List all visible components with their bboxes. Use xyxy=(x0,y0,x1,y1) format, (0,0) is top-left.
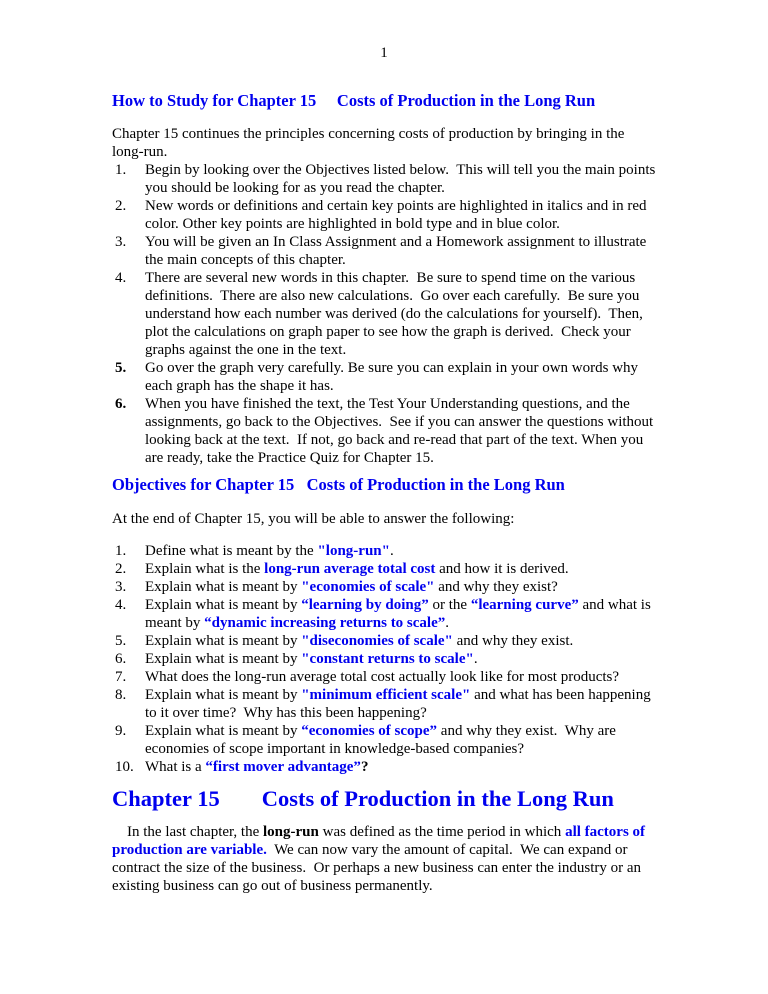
list-item-number: 9. xyxy=(115,723,127,739)
list-item-number: 1. xyxy=(115,162,127,178)
list-item-text: Explain what is meant by "constant returns to scale". xyxy=(145,651,478,667)
list-item-number: 3. xyxy=(115,579,127,595)
list-item-text: New words or definitions and certain key points are highlighted in italics and in red color. Other key points are highlighted in bold type and in blue color. xyxy=(145,198,651,232)
list-item-text: Explain what is meant by “learning by doing” or the “learning curve” and what is meant by “dynamic increasing returns to scale”. xyxy=(145,597,655,631)
list-item-number: 2. xyxy=(115,198,127,214)
list-item xyxy=(112,395,656,467)
list-item xyxy=(112,722,656,758)
list-item-number: 10. xyxy=(115,759,134,775)
list-item xyxy=(112,161,660,197)
heading-how-to-study: How to Study for Chapter 15 Costs of Production in the Long Run xyxy=(112,91,596,110)
list-item-text: Explain what is the long-run average total cost and how it is derived. xyxy=(145,561,569,577)
heading-objectives: Objectives for Chapter 15 Costs of Production in the Long Run xyxy=(112,475,565,494)
how-to-study-list xyxy=(112,161,660,467)
chapter-heading-number: Chapter 15 xyxy=(112,786,220,811)
list-item-text: What does the long-run average total cost actually look like for most products? xyxy=(145,669,620,685)
list-item xyxy=(112,650,656,668)
list-item-text: Explain what is meant by "diseconomies of scale" and why they exist. xyxy=(145,633,574,649)
list-item-text: Explain what is meant by "minimum efficient scale" and what has been happening to it over time? Why has this been happening? xyxy=(145,687,655,721)
list-item-number: 1. xyxy=(115,543,127,559)
objectives-list xyxy=(112,542,656,776)
list-item xyxy=(112,269,656,359)
list-item xyxy=(112,632,656,650)
list-item-number: 5. xyxy=(115,633,127,649)
objectives-intro: At the end of Chapter 15, you will be able to answer the following: xyxy=(112,511,515,527)
list-item-text: What is a “first mover advantage”? xyxy=(145,759,369,775)
page-number: 1 xyxy=(380,45,388,61)
list-item xyxy=(112,596,656,632)
list-item xyxy=(112,197,656,233)
list-item-text: Go over the graph very carefully. Be sure you can explain in your own words why each graph has the shape it has. xyxy=(145,360,642,394)
chapter-heading-title: Costs of Production in the Long Run xyxy=(261,786,614,811)
list-item-number: 8. xyxy=(115,687,127,703)
list-item-text: You will be given an In Class Assignment and a Homework assignment to illustrate the main concepts of this chapter. xyxy=(145,234,651,268)
list-item-text: Begin by looking over the Objectives listed below. This will tell you the main points you should be looking for as you read the chapter. xyxy=(145,162,660,196)
list-item-text: There are several new words in this chapter. Be sure to spend time on the various definitions. There are also new calculations. Go over each carefully. Be sure you understand how each number was derived (do the calculations for yourself). Then, plot the calculations on graph paper to see how the graph is derived. Check your graphs against the one in the text. xyxy=(145,270,647,358)
list-item-text: Explain what is meant by "economies of scale" and why they exist? xyxy=(145,579,558,595)
list-item-number: 7. xyxy=(115,669,127,685)
list-item xyxy=(112,359,656,395)
list-item xyxy=(112,758,656,776)
list-item xyxy=(112,233,656,269)
list-item xyxy=(112,542,656,560)
how-to-study-intro: Chapter 15 continues the principles concerning costs of production by bringing in the long-run. xyxy=(112,126,629,160)
list-item xyxy=(112,560,656,578)
list-item-number: 2. xyxy=(115,561,127,577)
list-item-number: 3. xyxy=(115,234,127,250)
list-item xyxy=(112,578,656,596)
list-item-number: 4. xyxy=(115,597,127,613)
chapter-opening-paragraph: In the last chapter, the long-run was defined as the time period in which all factors of production are variable. We can now vary the amount of capital. We can expand or contract the size of the business. Or perhaps a new business can enter the industry or an existing business can go out of business permanently. xyxy=(112,824,649,894)
list-item xyxy=(112,668,656,686)
list-item-number: 4. xyxy=(115,270,127,286)
list-item-number: 6. xyxy=(115,396,127,412)
list-item-text: Define what is meant by the "long-run". xyxy=(145,543,394,559)
list-item-number: 6. xyxy=(115,651,127,667)
list-item-text: Explain what is meant by “economies of scope” and why they exist. Why are economies of scope important in knowledge-based companies? xyxy=(145,723,620,757)
list-item-text: When you have finished the text, the Test Your Understanding questions, and the assignments, go back to the Objectives. See if you can answer the questions without looking back at the text. If not, go back and re-read that part of the text. When you are ready, take the Practice Quiz for Chapter 15. xyxy=(145,396,657,466)
heading-chapter-15 xyxy=(112,786,656,812)
list-item-number: 5. xyxy=(115,360,127,376)
list-item xyxy=(112,686,656,722)
